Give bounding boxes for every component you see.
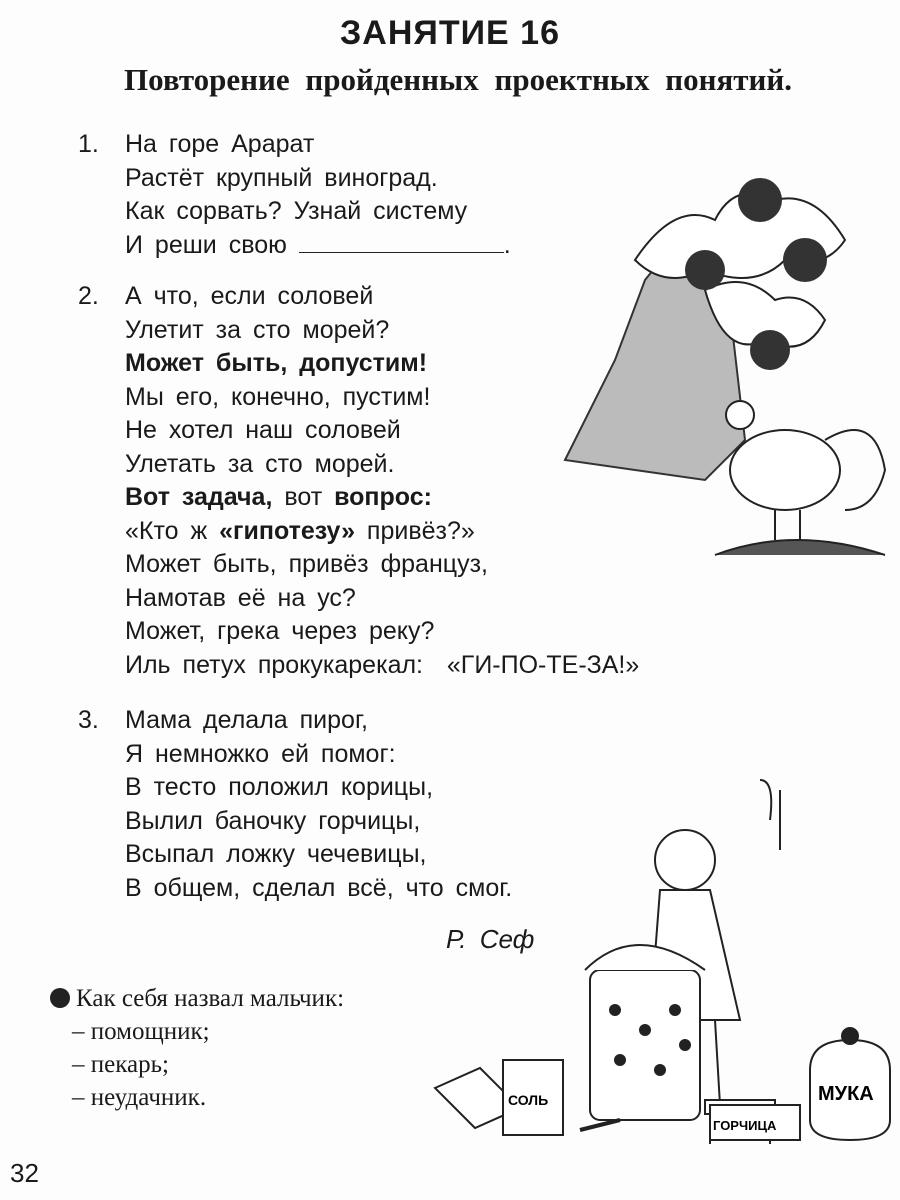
poem-line: В тесто положил корицы, [125, 773, 434, 801]
bold-text: вопрос: [334, 483, 432, 511]
question-text: Как себя назвал мальчик: [76, 985, 345, 1012]
poem-line: Растёт крупный виноград. [125, 163, 438, 192]
poem-line: Улетит за сто морей? [125, 315, 390, 344]
text: «Кто ж [125, 516, 220, 545]
poem-line: На горе Арарат [125, 130, 315, 158]
lesson-title: ЗАНЯТИЕ 16 [340, 14, 560, 52]
poem-author: Р. Сеф [446, 924, 535, 954]
page-number: 32 [10, 1158, 39, 1188]
question-block [50, 982, 344, 1114]
poem-number: 1. [78, 130, 99, 158]
boy-head [655, 830, 715, 890]
answer-option[interactable]: – помощник; [72, 1018, 210, 1045]
poem-line: Иль петух прокукарекал: «ГИ-ПО-ТЕ-ЗА!» [125, 650, 640, 679]
poem-line: А что, если соловей [125, 282, 374, 310]
poem-line-text: И реши свою [125, 230, 287, 259]
text: вот [272, 483, 335, 511]
poem-line: Не хотел наш соловей [125, 416, 401, 444]
rooster [715, 401, 885, 555]
poem-line: Мы его, конечно, пустим! [125, 382, 431, 411]
grapes-rooster-illustration [555, 140, 900, 560]
mustard-label: ГОРЧИЦА [713, 1118, 777, 1133]
task-bullet-icon [50, 988, 70, 1008]
answer-blank[interactable] [299, 232, 504, 253]
poem-line: Может быть, привёз француз, [125, 550, 488, 578]
salt-label: СОЛЬ [508, 1092, 549, 1108]
poem-line: Мама делала пирог, [125, 706, 368, 734]
poem-line [125, 229, 511, 263]
poem-line: Может, грека через реку? [125, 617, 435, 645]
flour-label: МУКА [818, 1083, 874, 1105]
poem-line: Улетать за сто морей. [125, 449, 395, 478]
poem-line: Всыпал ложку чечевицы, [125, 840, 427, 868]
poem-line: Как сорвать? Узнай систему [125, 197, 468, 225]
poem-line: Может быть, допустим! [125, 349, 428, 377]
lesson-subtitle: Повторение пройденных проектных понятий. [124, 62, 792, 97]
answer-option[interactable]: – пекарь; [72, 1051, 169, 1078]
poem-number: 3. [78, 706, 99, 734]
answer-option[interactable]: – неудачник. [72, 1084, 207, 1111]
boy-cooking-illustration [340, 770, 895, 1150]
question [50, 982, 344, 1015]
poem-line: Намотав её на ус? [125, 583, 356, 612]
poem-line: В общем, сделал всё, что смог. [125, 873, 513, 902]
poem-line: Я немножко ей помог: [125, 739, 396, 768]
bold-text: Вот задача, [125, 483, 273, 511]
poem-1 [78, 128, 511, 262]
bold-text: «гипотезу» [219, 516, 355, 545]
poem-number: 2. [78, 282, 99, 310]
poem-line-end: . [503, 230, 511, 259]
poem-line: Вылил баночку горчицы, [125, 806, 421, 835]
text: привёз?» [354, 516, 475, 545]
